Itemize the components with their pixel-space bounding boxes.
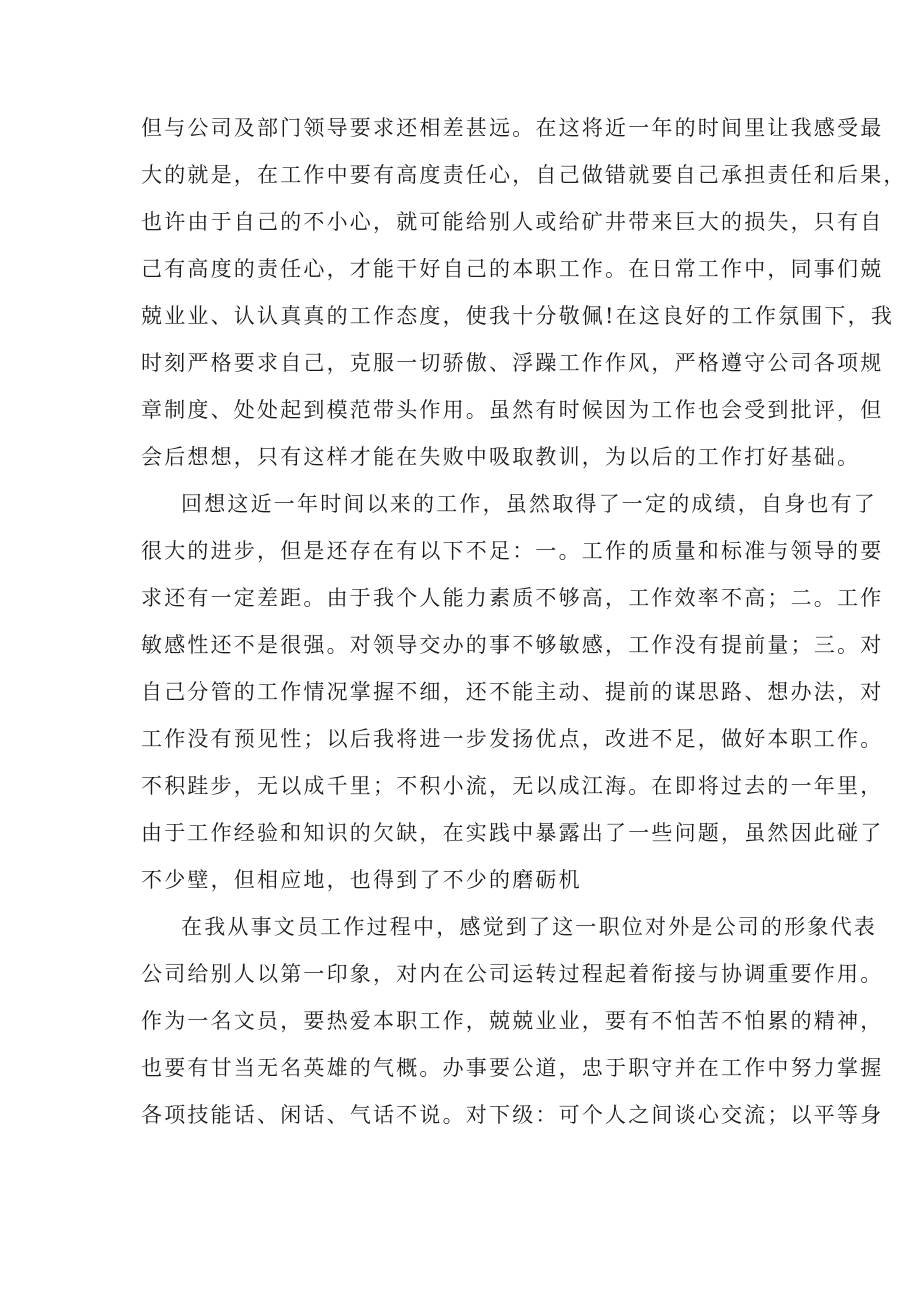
- text-line: 很大的进步，但是还存在有以下不足：一。工作的质量和标准与领导的要: [141, 539, 884, 563]
- text-line: 但与公司及部门领导要求还相差甚远。在这将近一年的时间里让我感受最: [141, 116, 884, 140]
- text-line: 公司给别人以第一印象，对内在公司运转过程起着衔接与协调重要作用。: [141, 962, 884, 986]
- text-line: 求还有一定差距。由于我个人能力素质不够高，工作效率不高；二。工作: [141, 586, 884, 610]
- text-line: 自己分管的工作情况掌握不细，还不能主动、提前的谋思路、想办法，对: [141, 680, 884, 704]
- text-line: 作为一名文员，要热爱本职工作，兢兢业业，要有不怕苦不怕累的精神，: [141, 1009, 884, 1033]
- text-line: 不少壁，但相应地，也得到了不少的磨砺机: [141, 868, 582, 892]
- text-line: 各项技能话、闲话、气话不说。对下级：可个人之间谈心交流；以平等身: [141, 1103, 884, 1127]
- text-line: 也要有甘当无名英雄的气概。办事要公道，忠于职守并在工作中努力掌握: [141, 1056, 884, 1080]
- text-line: 工作没有预见性；以后我将进一步发扬优点，改进不足，做好本职工作。: [141, 727, 884, 751]
- paragraph-start-line: 回想这近一年时间以来的工作，虽然取得了一定的成绩，自身也有了: [181, 492, 877, 516]
- paragraph-start-line: 在我从事文员工作过程中，感觉到了这一职位对外是公司的形象代表: [181, 915, 877, 939]
- text-line: 也许由于自己的不小心，就可能给别人或给矿井带来巨大的损失，只有自: [141, 210, 884, 234]
- text-line: 时刻严格要求自己，克服一切骄傲、浮躁工作作风，严格遵守公司各项规: [141, 351, 884, 375]
- text-line: 由于工作经验和知识的欠缺，在实践中暴露出了一些问题，虽然因此碰了: [141, 821, 884, 845]
- text-line: 己有高度的责任心，才能干好自己的本职工作。在日常工作中，同事们兢: [141, 257, 884, 281]
- text-line: 兢业业、认认真真的工作态度，使我十分敬佩!在这良好的工作氛围下，我: [141, 304, 895, 328]
- text-line: 章制度、处处起到模范带头作用。虽然有时候因为工作也会受到批评，但: [141, 398, 884, 422]
- text-line: 会后想想，只有这样才能在失败中吸取教训，为以后的工作打好基础。: [141, 445, 861, 469]
- text-line: 敏感性还不是很强。对领导交办的事不够敏感，工作没有提前量；三。对: [141, 633, 884, 657]
- text-line: 不积跬步，无以成千里；不积小流，无以成江海。在即将过去的一年里，: [141, 774, 884, 798]
- text-line: 大的就是，在工作中要有高度责任心，自己做错就要自己承担责任和后果，: [141, 163, 907, 187]
